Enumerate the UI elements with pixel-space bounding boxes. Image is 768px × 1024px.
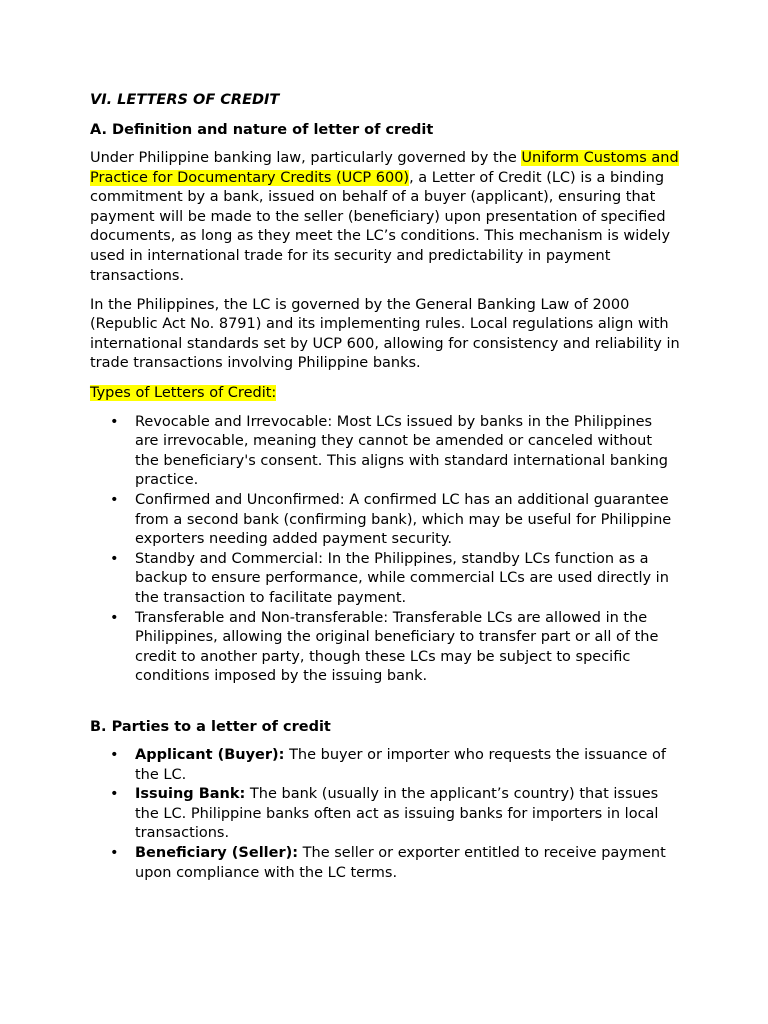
- definition-paragraph: [90, 149, 680, 286]
- bullet-icon: •: [110, 550, 119, 567]
- party-description: The bank (usually in the applicant’s country) that issues the LC. Philippine banks often act as issuing banks for importers in local transactions.: [135, 786, 659, 842]
- types-label-highlight: Types of Letters of Credit:: [90, 384, 277, 401]
- party-term: Applicant (Buyer):: [135, 746, 285, 763]
- list-item: [90, 844, 680, 883]
- list-item-text: Confirmed and Unconfirmed: A confirmed LC has an additional guarantee from a second bank (confirming bank), which may be useful for Philippine exporters needing added payment security.: [135, 492, 672, 548]
- list-item-text: Standby and Commercial: In the Philippines, standby LCs function as a backup to ensure performance, while commercial LCs are used directly in the transaction to facilitate payment.: [135, 550, 669, 606]
- party-term: Beneficiary (Seller):: [135, 844, 299, 861]
- definition-text-after: , a Letter of Credit (LC) is a binding commitment by a bank, issued on behalf of a buyer (applicant), ensuring that payment will be made to the seller (beneficiary) upon presentation of specified documents, as long as they meet the LC’s conditions. This mechanism is widely used in international trade for its security and predictability in payment transactions.: [90, 169, 671, 284]
- bullet-icon: •: [110, 844, 119, 861]
- list-item-text: Transferable and Non-transferable: Transferable LCs are allowed in the Philippines, allowing the original beneficiary to transfer part or all of the credit to another party, though these LCs may be subject to specific conditions imposed by the issuing bank.: [135, 609, 659, 685]
- part-a-heading: A. Definition and nature of letter of credit: [90, 122, 434, 138]
- list-item: [90, 609, 680, 687]
- party-term: Issuing Bank:: [135, 786, 246, 803]
- lc-types-list: [90, 413, 680, 687]
- section-title: VI. LETTERS OF CREDIT: [90, 92, 280, 108]
- ucp-600-highlight: Uniform Customs and Practice for Documentary Credits (UCP 600): [90, 150, 679, 186]
- party-description: The seller or exporter entitled to receive payment upon compliance with the LC terms.: [135, 844, 666, 881]
- bullet-icon: •: [110, 746, 119, 763]
- bullet-icon: •: [110, 492, 119, 508]
- list-item: [90, 491, 680, 550]
- list-item: [90, 550, 680, 609]
- list-item: [90, 413, 680, 491]
- types-label-paragraph: [90, 384, 680, 404]
- list-item: [90, 785, 680, 844]
- bullet-icon: •: [110, 786, 119, 803]
- definition-text-before: Under Philippine banking law, particularly governed by the: [90, 150, 522, 166]
- part-b-heading: B. Parties to a letter of credit: [90, 718, 331, 735]
- governing-law-paragraph: In the Philippines, the LC is governed by the General Banking Law of 2000 (Republic Act No. 8791) and its implementing rules. Local regulations align with international standards set by UCP 600, allowing for consistency and reliability in trade transactions involving Philippine banks.: [90, 296, 680, 372]
- bullet-icon: •: [110, 609, 119, 626]
- party-description: The buyer or importer who requests the issuance of the LC.: [135, 746, 667, 783]
- list-item: [90, 746, 680, 785]
- parties-list: [90, 746, 680, 883]
- list-item-text: Revocable and Irrevocable: Most LCs issued by banks in the Philippines are irrevocable, meaning they cannot be amended or canceled without the beneficiary's consent. This aligns with standard international banking practice.: [135, 413, 668, 489]
- bullet-icon: •: [110, 413, 119, 430]
- document-page: [90, 90, 680, 883]
